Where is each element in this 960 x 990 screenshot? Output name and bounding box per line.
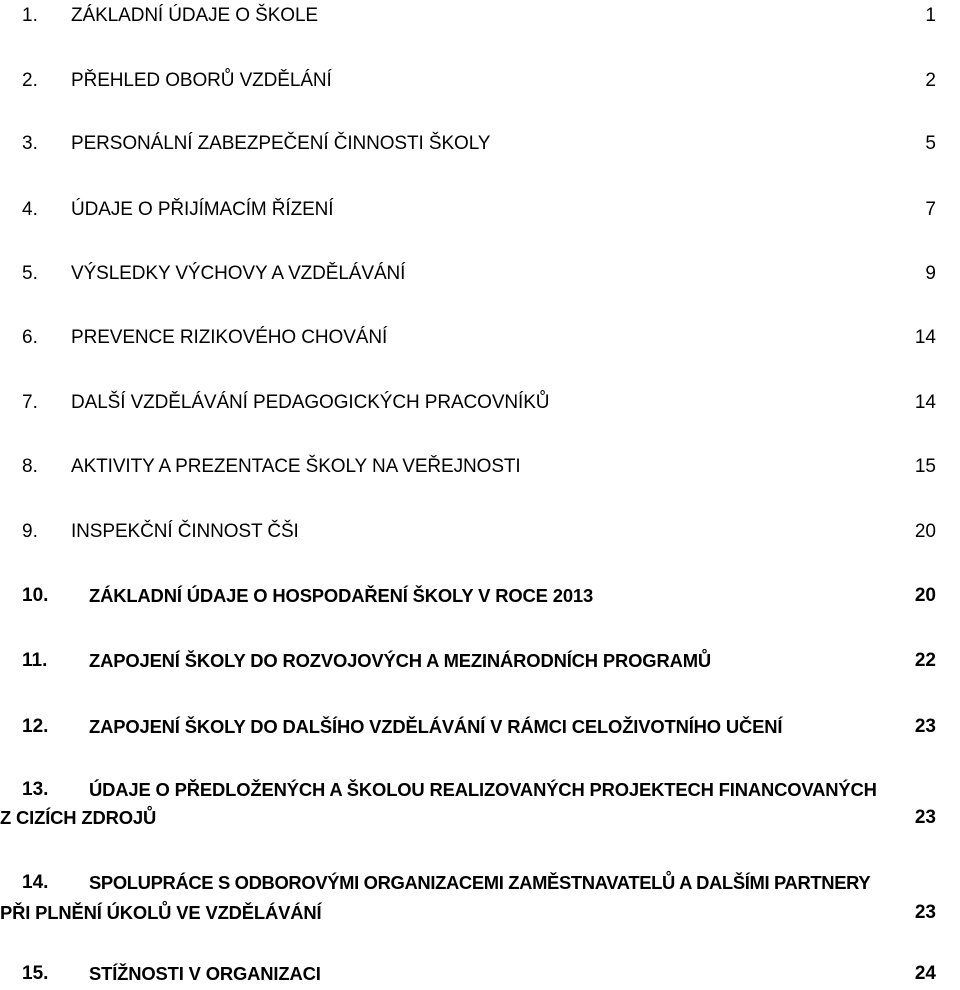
toc-entry-number: 13. [22, 779, 49, 800]
toc-entry-number: 4. [22, 199, 38, 220]
toc-entry-page: 2 [925, 70, 936, 91]
toc-entry-page: 7 [925, 199, 936, 220]
toc-entry-number: 15. [22, 963, 49, 984]
toc-entry-title: PŘEHLED OBORŮ VZDĚLÁNÍ [71, 70, 332, 91]
toc-entry-title-continuation: Z CIZÍCH ZDROJŮ [0, 807, 157, 828]
toc-entry-number: 7. [22, 392, 38, 413]
toc-entry-page: 14 [914, 392, 936, 413]
toc-entry-title: PERSONÁLNÍ ZABEZPEČENÍ ČINNOSTI ŠKOLY [71, 133, 491, 154]
toc-entry-number: 8. [22, 456, 38, 477]
toc-entry-page: 24 [914, 963, 936, 984]
toc-entry-page: 15 [914, 456, 936, 477]
toc-entry-number: 14. [22, 872, 49, 893]
toc-entry-number: 1. [22, 5, 38, 26]
toc-entry-number: 5. [22, 263, 38, 284]
toc-entry-page: 23 [914, 902, 936, 923]
toc-entry-title-continuation: PŘI PLNĚNÍ ÚKOLŮ VE VZDĚLÁVÁNÍ [0, 902, 322, 923]
toc-entry-number: 2. [22, 70, 38, 91]
toc-entry-title: AKTIVITY A PREZENTACE ŠKOLY NA VEŘEJNOSTI [71, 456, 521, 477]
toc-entry-number: 9. [22, 521, 38, 542]
toc-entry-page: 14 [914, 327, 936, 348]
toc-entry-title: ZÁKLADNÍ ÚDAJE O HOSPODAŘENÍ ŠKOLY V ROCE 2013 [89, 585, 594, 606]
toc-entry-number: 12. [22, 716, 49, 737]
toc-entry-page: 22 [914, 650, 936, 671]
toc-entry-number: 11. [22, 650, 48, 671]
toc-entry-number: 3. [22, 133, 38, 154]
toc-entry-title: STÍŽNOSTI V ORGANIZACI [89, 963, 321, 984]
toc-entry-page: 1 [925, 5, 936, 26]
toc-entry-number: 6. [22, 327, 38, 348]
toc-entry-number: 10. [22, 585, 49, 606]
toc-entry-page: 23 [914, 807, 936, 828]
toc-entry-title: ÚDAJE O PŘIJÍMACÍM ŘÍZENÍ [71, 199, 334, 220]
toc-entry-page: 20 [914, 585, 936, 606]
toc-entry-title: INSPEKČNÍ ČINNOST ČŠI [71, 521, 299, 542]
toc-entry-title: PREVENCE RIZIKOVÉHO CHOVÁNÍ [71, 327, 388, 348]
toc-entry-title: ÚDAJE O PŘEDLOŽENÝCH A ŠKOLOU REALIZOVANÝCH PROJEKTECH FINANCOVANÝCH [89, 779, 877, 800]
toc-entry-title: ZÁKLADNÍ ÚDAJE O ŠKOLE [71, 5, 318, 26]
toc-entry-page: 23 [914, 716, 936, 737]
toc-entry-title: VÝSLEDKY VÝCHOVY A VZDĚLÁVÁNÍ [71, 263, 406, 284]
toc-entry-title: SPOLUPRÁCE S ODBOROVÝMI ORGANIZACEMI ZAMĚSTNAVATELŮ A DALŠÍMI PARTNERY [89, 872, 871, 893]
toc-entry-page: 9 [925, 263, 936, 284]
toc-entry-page: 5 [925, 133, 936, 154]
toc-entry-title: ZAPOJENÍ ŠKOLY DO DALŠÍHO VZDĚLÁVÁNÍ V RÁMCI CELOŽIVOTNÍHO UČENÍ [89, 716, 783, 737]
toc-entry-title: DALŠÍ VZDĚLÁVÁNÍ PEDAGOGICKÝCH PRACOVNÍKŮ [71, 392, 550, 413]
toc-entry-page: 20 [914, 521, 936, 542]
toc-entry-title: ZAPOJENÍ ŠKOLY DO ROZVOJOVÝCH A MEZINÁRODNÍCH PROGRAMŮ [89, 650, 712, 671]
